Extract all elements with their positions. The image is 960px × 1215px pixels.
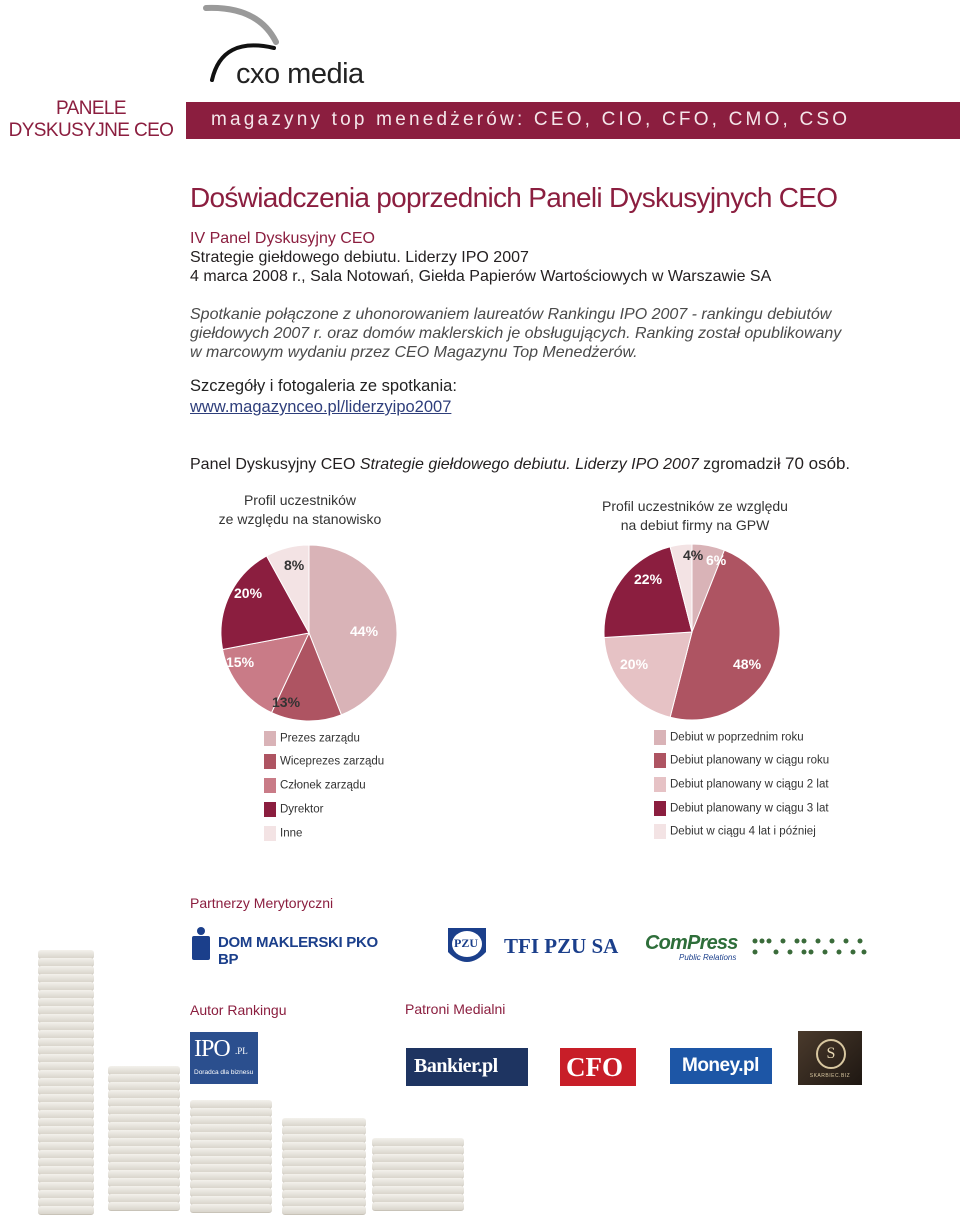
chart1-title (190, 491, 410, 529)
coin (282, 1206, 366, 1215)
legend-item-2 (654, 753, 829, 769)
media-label: Patroni Medialni (405, 1001, 506, 1017)
summary-topic: Strategie giełdowego debiutu. Liderzy IPO 2007 (359, 456, 699, 473)
pie-label-1: 44% (350, 623, 379, 639)
coin (38, 1206, 94, 1215)
coin (108, 1202, 180, 1211)
summary-prefix: Panel Dyskusyjny CEO (190, 456, 360, 473)
panel-date-place: 4 marca 2008 r., Sala Notowań, Giełda Papierów Wartościowych w Warszawie SA (190, 268, 772, 285)
pko-bp-text: DOM MAKLERSKI PKO BP (218, 934, 378, 968)
cfo-logo (560, 1048, 636, 1086)
position-pie-chart (190, 540, 430, 730)
summary-middle: zgromadził (698, 456, 785, 473)
author-label: Autor Rankingu (190, 1002, 287, 1018)
legend-label: Dyrektor (280, 803, 324, 816)
legend-label: Inne (280, 827, 303, 840)
pie-label-2: 13% (272, 694, 301, 710)
legend-item-4 (654, 801, 829, 817)
legend-item-1 (654, 730, 804, 746)
legend-label: Debiut planowany w ciągu roku (670, 754, 830, 767)
legend-swatch (264, 778, 276, 793)
summary-suffix: . (845, 456, 850, 473)
skarbiec-emblem: S (816, 1039, 846, 1069)
skarbiec-logo (798, 1031, 862, 1085)
ipo-pl-logo (190, 1032, 258, 1084)
partners-label: Partnerzy Merytoryczni (190, 895, 334, 911)
legend-item-5 (264, 826, 302, 842)
chart2-title-line-1: Profil uczestników ze względu (602, 498, 788, 514)
legend-label: Wiceprezes zarządu (280, 755, 385, 768)
chart2-title (585, 497, 805, 535)
compress-logo (645, 932, 870, 966)
legend-swatch (654, 777, 666, 792)
pko-emblem-icon (190, 926, 212, 960)
bankier-logo (406, 1048, 528, 1086)
skarbiec-text: SKARBIEC.BIZ (809, 1073, 851, 1079)
legend-swatch (264, 826, 276, 841)
legend-label: Prezes zarządu (280, 732, 360, 745)
banner-text: magazyny top menedżerów: CEO, CIO, CFO, CMO, CSO (211, 109, 851, 130)
debut-pie-chart (580, 538, 820, 728)
bankier-text: Bankier.pl (414, 1055, 498, 1077)
legend-swatch (654, 753, 666, 768)
coin (372, 1202, 464, 1211)
legend-label: Debiut planowany w ciągu 3 lat (670, 802, 829, 815)
money-pl-logo (670, 1048, 772, 1084)
details-link[interactable]: www.magazynceo.pl/liderzyipo2007 (190, 398, 452, 416)
legend-swatch (264, 731, 276, 746)
legend-item-1 (264, 731, 360, 747)
pie-label-5: 8% (284, 557, 305, 573)
legend-label: Członek zarządu (280, 779, 366, 792)
compress-tagline: Public Relations (679, 953, 737, 962)
legend-swatch (654, 730, 666, 745)
ipo-logo-main: IPO (194, 1036, 230, 1062)
pie-label-5: 4% (683, 547, 704, 563)
coin (190, 1204, 272, 1213)
pzu-logo (444, 922, 624, 972)
summary-count: 70 osób (784, 454, 846, 473)
legend-swatch (654, 801, 666, 816)
side-label: PANELE DYSKUSYJNE CEO (8, 98, 174, 141)
tfi-pzu-text: TFI PZU SA (504, 934, 619, 958)
panel-summary (190, 454, 850, 474)
page-title: Doświadczenia poprzednich Paneli Dyskusyjnych CEO (190, 182, 838, 213)
pie-label-3: 20% (620, 656, 649, 672)
legend-label: Debiut w poprzednim roku (670, 731, 804, 744)
details-label: Szczegóły i fotogaleria ze spotkania: (190, 377, 457, 395)
legend-swatch (264, 754, 276, 769)
pzu-crest-text: PZU (454, 936, 478, 950)
legend-item-5 (654, 824, 816, 840)
description-line-1: Spotkanie połączone z uhonorowaniem laureatów Rankingu IPO 2007 - rankingu debiutów (190, 306, 832, 323)
description-line-3: w marcowym wydaniu przez CEO Magazynu Top Menedżerów. (190, 344, 638, 361)
pie-label-3: 15% (226, 654, 255, 670)
chart2-title-line-2: na debiut firmy na GPW (620, 517, 770, 533)
legend-item-3 (654, 777, 829, 793)
pie-label-1: 6% (706, 552, 727, 568)
compress-dots-icon (751, 936, 869, 958)
money-text: Money.pl (682, 1055, 759, 1076)
pie-label-4: 20% (234, 585, 263, 601)
pko-bp-logo (190, 926, 400, 968)
legend-item-2 (264, 754, 384, 770)
ipo-logo-tagline: Doradca dla biznesu (194, 1069, 254, 1076)
legend-label: Debiut planowany w ciągu 2 lat (670, 778, 829, 791)
panel-topic: Strategie giełdowego debiutu. Liderzy IPO 2007 (190, 249, 529, 266)
header-banner (186, 102, 960, 139)
legend-swatch (264, 802, 276, 817)
legend-item-3 (264, 778, 366, 794)
chart1-title-line-2: ze względu na stanowisko (218, 511, 382, 527)
ipo-logo-suffix: .PL (235, 1046, 248, 1056)
cfo-text: CFO (566, 1052, 623, 1082)
pie-label-2: 48% (733, 656, 762, 672)
cxo-media-logo: cxo media (236, 58, 364, 90)
legend-label: Debiut w ciągu 4 lat i później (670, 825, 816, 838)
panel-name: IV Panel Dyskusyjny CEO (190, 230, 375, 247)
description-line-2: giełdowych 2007 r. oraz domów maklerskich je obsługujących. Ranking został opublikowany (190, 325, 842, 342)
pie-label-4: 22% (634, 571, 663, 587)
legend-swatch (654, 824, 666, 839)
legend-item-4 (264, 802, 323, 818)
compress-text: ComPress (645, 932, 738, 954)
chart1-title-line-1: Profil uczestników (243, 492, 357, 508)
